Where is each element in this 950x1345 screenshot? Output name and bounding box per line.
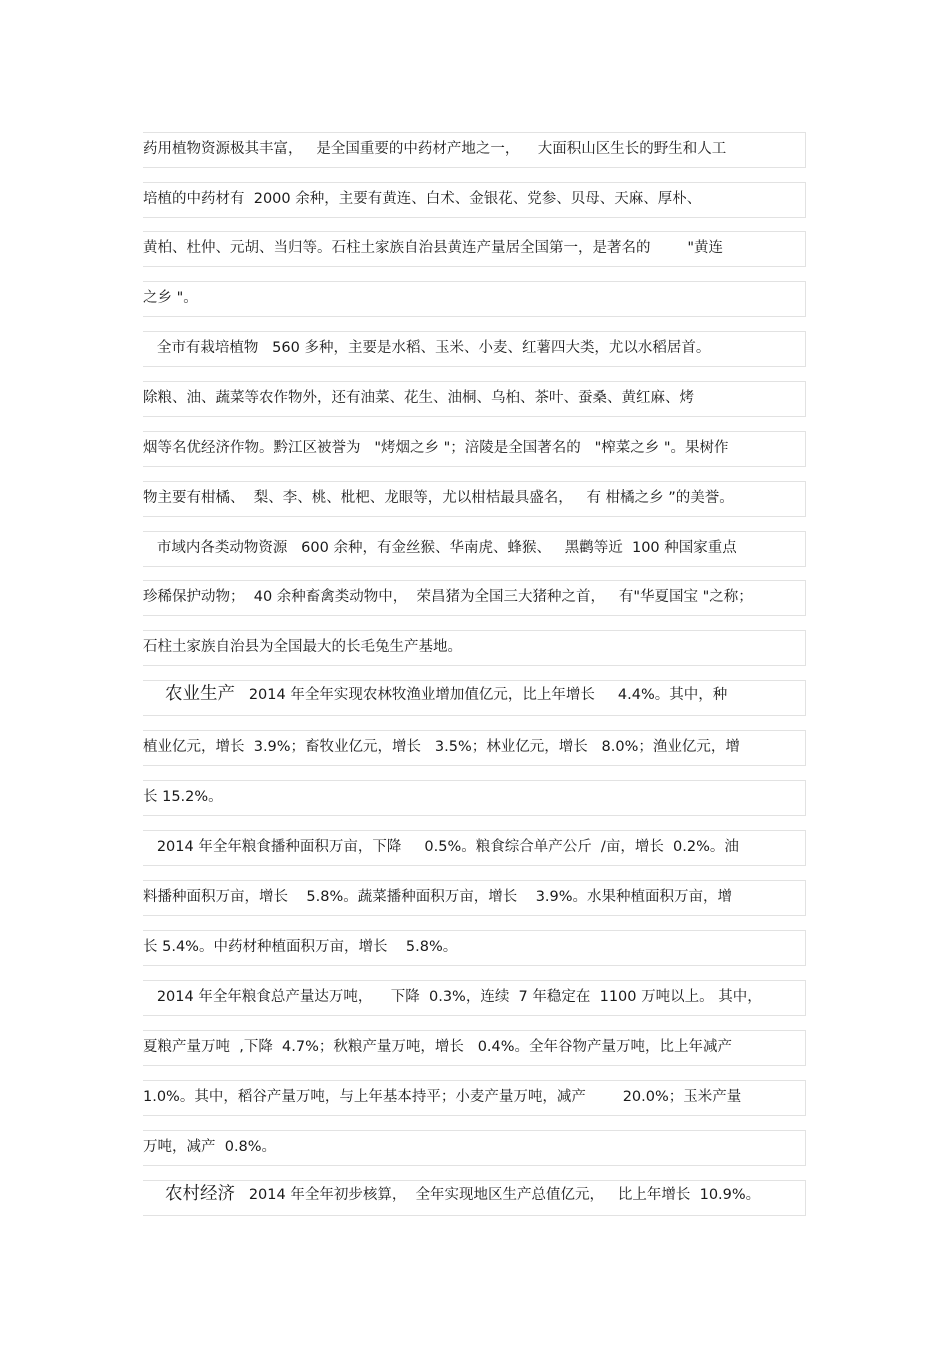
- paragraph-text: 药用植物资源极其丰富， 是全国重要的中药材产地之一， 大面积山区生长的野生和人工: [143, 141, 727, 157]
- text-line: [143, 431, 806, 467]
- paragraph-text: 全市有栽培植物 560 多种，主要是水稻、玉米、小麦、红薯四大类，尤以水稻居首。: [143, 340, 711, 356]
- line-text: [143, 190, 701, 208]
- paragraph-text: 2014 年全年实现农林牧渔业增加值亿元，比上年增长 4.4%。其中，种: [235, 687, 728, 703]
- text-line: [143, 630, 806, 666]
- text-line: [143, 1130, 806, 1166]
- paragraph-text: 2014 年全年粮食播种面积万亩，下降 0.5%。粮食综合单产公斤 /亩，增长 0.2%。油: [143, 839, 739, 855]
- section-heading: 农村经济: [165, 1184, 235, 1204]
- section-heading: 农业生产: [165, 684, 235, 704]
- text-line: [143, 1080, 806, 1116]
- text-line: [143, 231, 806, 267]
- line-text: [143, 638, 462, 656]
- text-line: [143, 830, 806, 866]
- line-text: [143, 1185, 760, 1204]
- line-text: [143, 389, 694, 407]
- text-line: [143, 281, 806, 317]
- line-text: [143, 1138, 276, 1156]
- text-line: [143, 730, 806, 766]
- line-text: [143, 938, 457, 956]
- paragraph-text: 石柱土家族自治县为全国最大的长毛兔生产基地。: [143, 639, 462, 655]
- text-line: [143, 381, 806, 417]
- text-line: [143, 132, 806, 168]
- line-text: [143, 1088, 741, 1106]
- text-line: [143, 481, 806, 517]
- line-text: [143, 140, 726, 158]
- text-line: [143, 880, 806, 916]
- paragraph-text: 万吨，减产 0.8%。: [143, 1139, 277, 1155]
- paragraph-text: 烟等名优经济作物。黔江区被誉为 "烤烟之乡 "；涪陵是全国著名的 "榨菜之乡 "。果树作: [143, 440, 729, 456]
- line-text: [143, 539, 737, 557]
- text-line: [143, 182, 806, 218]
- line-text: [143, 738, 740, 756]
- line-text: [143, 439, 729, 457]
- line-text: [143, 838, 739, 856]
- line-text: [143, 685, 727, 704]
- paragraph-text: 之乡 "。: [143, 290, 198, 306]
- line-text: [143, 988, 762, 1006]
- paragraph-text: 珍稀保护动物； 40 余种畜禽类动物中， 荣昌猪为全国三大猪种之首， 有"华夏国宝 "之称；: [143, 589, 753, 605]
- paragraph-text: 长 5.4%。中药材种植面积万亩，增长 5.8%。: [143, 939, 458, 955]
- paragraph-text: 长 15.2%。: [143, 789, 223, 805]
- text-line: [143, 680, 806, 716]
- line-text: [143, 289, 198, 307]
- text-line: [143, 1180, 806, 1216]
- text-line: [143, 580, 806, 616]
- paragraph-text: 夏粮产量万吨 ,下降 4.7%；秋粮产量万吨，增长 0.4%。全年谷物产量万吨，比上年减产: [143, 1039, 733, 1055]
- line-text: [143, 239, 723, 257]
- paragraph-text: 市域内各类动物资源 600 余种，有金丝猴、华南虎、蜂猴、 黑鹳等近 100 种国家重点: [143, 540, 737, 556]
- line-text: [143, 1038, 732, 1056]
- paragraph-text: 2014 年全年初步核算， 全年实现地区生产总值亿元， 比上年增长 10.9%。: [235, 1187, 761, 1203]
- line-text: [143, 489, 734, 507]
- line-text: [143, 588, 753, 606]
- text-line: [143, 980, 806, 1016]
- line-text: [143, 788, 223, 806]
- text-line: [143, 780, 806, 816]
- text-line: [143, 331, 806, 367]
- paragraph-text: 除粮、油、蔬菜等农作物外，还有油菜、花生、油桐、乌桕、茶叶、蚕桑、黄红麻、烤: [143, 390, 694, 406]
- text-line: [143, 1030, 806, 1066]
- paragraph-text: 植业亿元，增长 3.9%；畜牧业亿元，增长 3.5%；林业亿元，增长 8.0%；渔业亿元，增: [143, 739, 740, 755]
- text-line: [143, 930, 806, 966]
- text-line: [143, 531, 806, 567]
- paragraph-text: 黄柏、杜仲、元胡、当归等。石柱土家族自治县黄连产量居全国第一，是著名的 "黄连: [143, 240, 724, 256]
- paragraph-text: 1.0%。其中，稻谷产量万吨，与上年基本持平；小麦产量万吨，减产 20.0%；玉米产量: [143, 1089, 742, 1105]
- line-text: [143, 339, 710, 357]
- paragraph-text: 物主要有柑橘、 梨、李、桃、枇杷、龙眼等，尤以柑桔最具盛名， 有 柑橘之乡 ”的美誉。: [143, 490, 734, 506]
- paragraph-text: 2014 年全年粮食总产量达万吨， 下降 0.3%，连续 7 年稳定在 1100 万吨以上。 其中，: [143, 989, 762, 1005]
- paragraph-text: 培植的中药材有 2000 余种，主要有黄连、白术、金银花、党参、贝母、天麻、厚朴、: [143, 191, 702, 207]
- line-text: [143, 888, 732, 906]
- paragraph-text: 料播种面积万亩，增长 5.8%。蔬菜播种面积万亩，增长 3.9%。水果种植面积万亩，增: [143, 889, 733, 905]
